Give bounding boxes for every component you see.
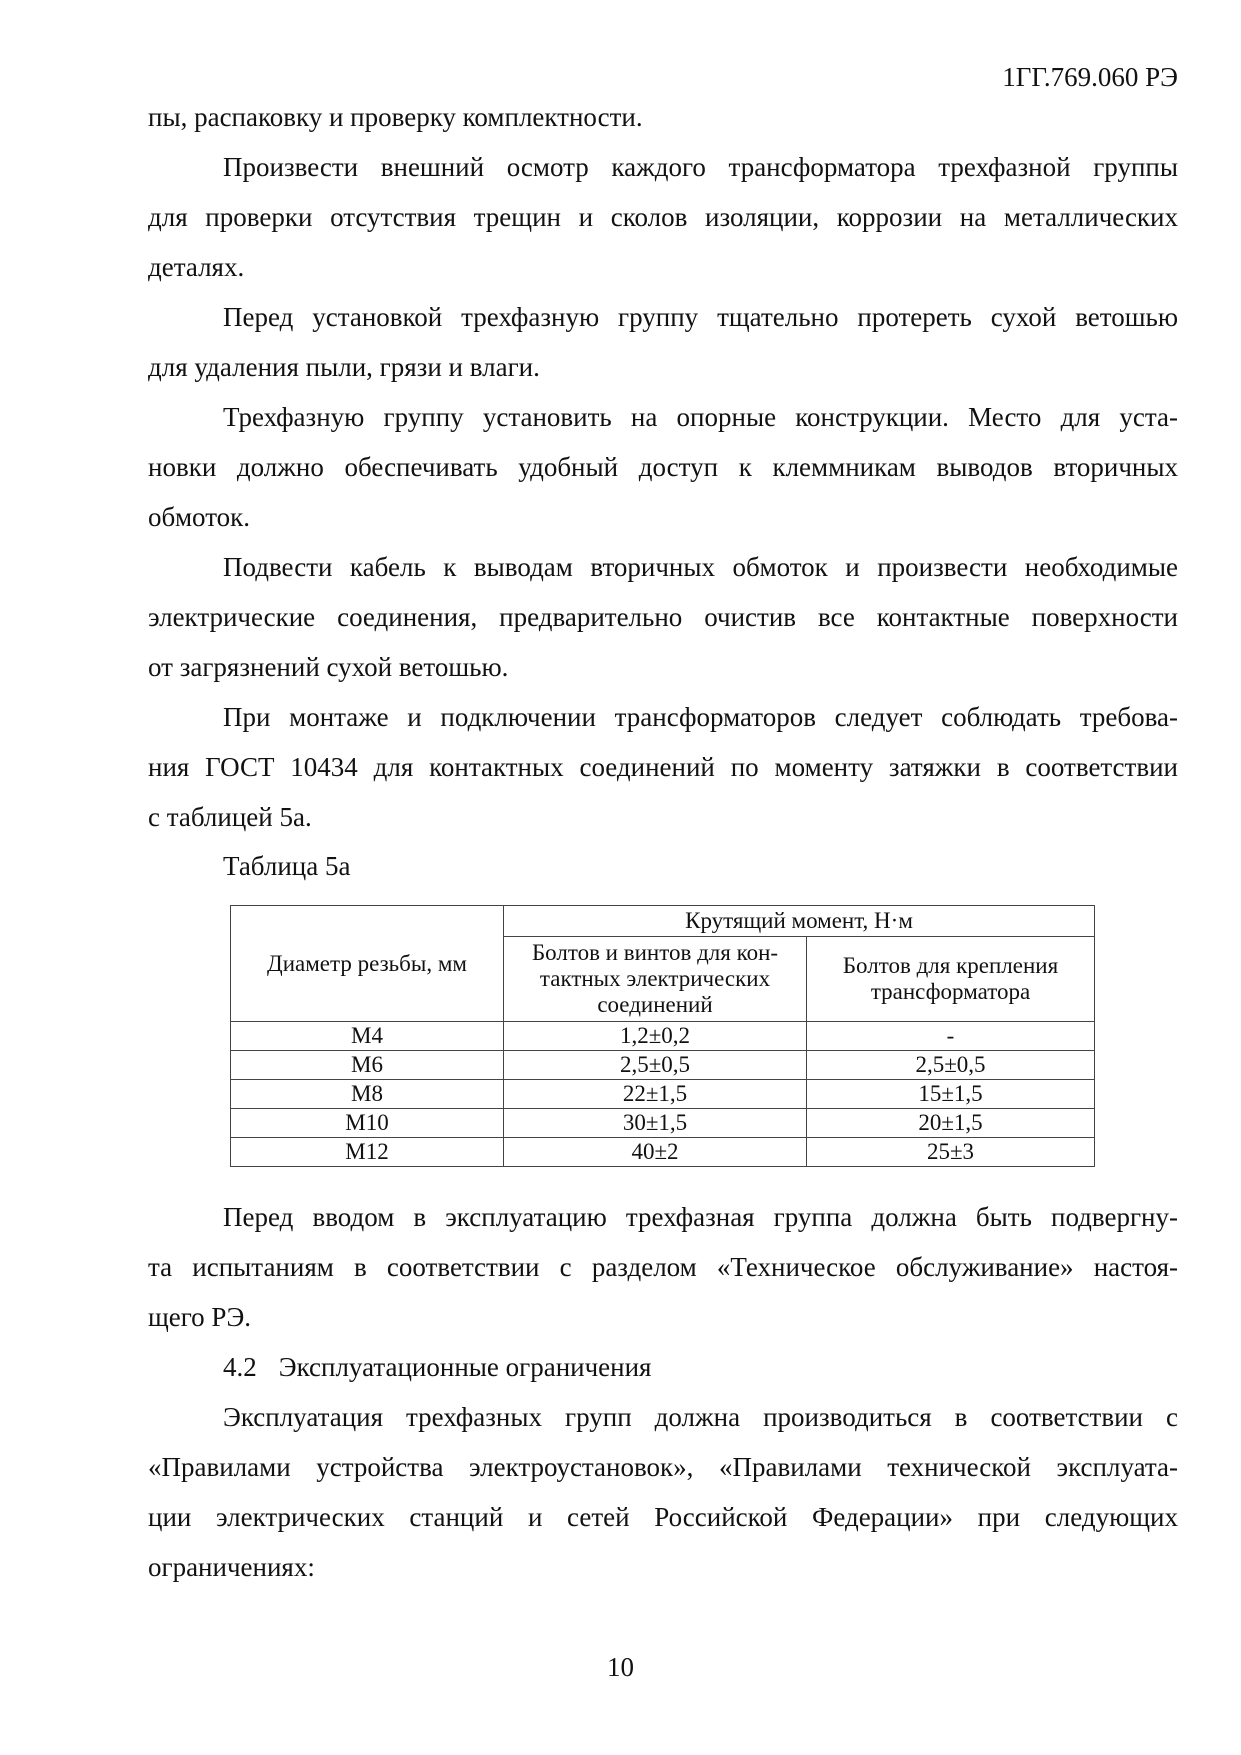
- cell-contact-torque: 40±2: [504, 1138, 807, 1167]
- section-title: Эксплуатационные ограничения: [278, 1352, 652, 1382]
- text-line: При монтаже и подключении трансформаторов следует соблюдать требова-: [223, 702, 1178, 732]
- cell-mount-torque: 20±1,5: [807, 1109, 1095, 1138]
- page-number: 10: [607, 1652, 634, 1682]
- table-row: [231, 1109, 1095, 1138]
- cell-mount-torque: 2,5±0,5: [807, 1051, 1095, 1080]
- cell-diameter: М6: [231, 1051, 504, 1080]
- cell-diameter: М12: [231, 1138, 504, 1167]
- column-group-header-torque: Крутящий момент, Н·м: [504, 906, 1095, 937]
- text-line: обмоток.: [148, 502, 251, 532]
- text-line: Перед вводом в эксплуатацию трехфазная группа должна быть подвергну-: [223, 1202, 1178, 1232]
- text-line: ния ГОСТ 10434 для контактных соединений по моменту затяжки в соответствии: [148, 752, 1178, 782]
- table-row: [231, 1080, 1095, 1109]
- cell-contact-torque: 1,2±0,2: [504, 1022, 807, 1051]
- text-line: Перед установкой трехфазную группу тщательно протереть сухой ветошью: [223, 302, 1178, 332]
- column-header-diameter: Диаметр резьбы, мм: [231, 906, 504, 1022]
- table-caption: Таблица 5а: [223, 851, 351, 881]
- text-line: та испытаниям в соответствии с разделом «Техническое обслуживание» настоя-: [148, 1252, 1178, 1282]
- document-code: 1ГГ.769.060 РЭ: [1002, 62, 1178, 92]
- table-row: [231, 1138, 1095, 1167]
- text-line: от загрязнений сухой ветошью.: [148, 652, 509, 682]
- text-line: электрические соединения, предварительно очистив все контактные поверхности: [148, 602, 1178, 632]
- text-line: с таблицей 5а.: [148, 802, 312, 832]
- cell-contact-torque: 30±1,5: [504, 1109, 807, 1138]
- section-number: 4.2: [223, 1352, 257, 1382]
- text-line: пы, распаковку и проверку комплектности.: [148, 102, 643, 132]
- cell-contact-torque: 22±1,5: [504, 1080, 807, 1109]
- text-line: щего РЭ.: [148, 1302, 252, 1332]
- text-line: Подвести кабель к выводам вторичных обмоток и произвести необходимые: [223, 552, 1178, 582]
- text-line: для удаления пыли, грязи и влаги.: [148, 352, 540, 382]
- text-line: новки должно обеспечивать удобный доступ к клеммникам выводов вторичных: [148, 452, 1178, 482]
- text-line: деталях.: [148, 252, 245, 282]
- column-header-mount-bolts: Болтов для крепления трансформатора: [807, 937, 1095, 1022]
- table-row: [231, 1022, 1095, 1051]
- table-row: [231, 1051, 1095, 1080]
- text-line: Трехфазную группу установить на опорные конструкции. Место для уста-: [223, 402, 1178, 432]
- body-text-bottom: [148, 1192, 1178, 1592]
- cell-diameter: М8: [231, 1080, 504, 1109]
- column-header-contact-bolts: Болтов и винтов для кон- тактных электрических соединений: [504, 937, 807, 1022]
- text-line: ограничениях:: [148, 1552, 315, 1582]
- text-line: ции электрических станций и сетей Российской Федерации» при следующих: [148, 1502, 1178, 1532]
- cell-diameter: М10: [231, 1109, 504, 1138]
- text-line: для проверки отсутствия трещин и сколов изоляции, коррозии на металлических: [148, 202, 1178, 232]
- text-line: «Правилами устройства электроустановок», «Правилами технической эксплуата-: [148, 1452, 1178, 1482]
- cell-diameter: М4: [231, 1022, 504, 1051]
- cell-mount-torque: 25±3: [807, 1138, 1095, 1167]
- cell-mount-torque: -: [807, 1022, 1095, 1051]
- text-line: Произвести внешний осмотр каждого трансформатора трехфазной группы: [223, 152, 1178, 182]
- cell-mount-torque: 15±1,5: [807, 1080, 1095, 1109]
- section-heading: [148, 1342, 1178, 1392]
- torque-table: [230, 905, 1095, 1167]
- cell-contact-torque: 2,5±0,5: [504, 1051, 807, 1080]
- text-line: Эксплуатация трехфазных групп должна производиться в соответствии с: [223, 1402, 1178, 1432]
- body-text-top: [148, 92, 1178, 842]
